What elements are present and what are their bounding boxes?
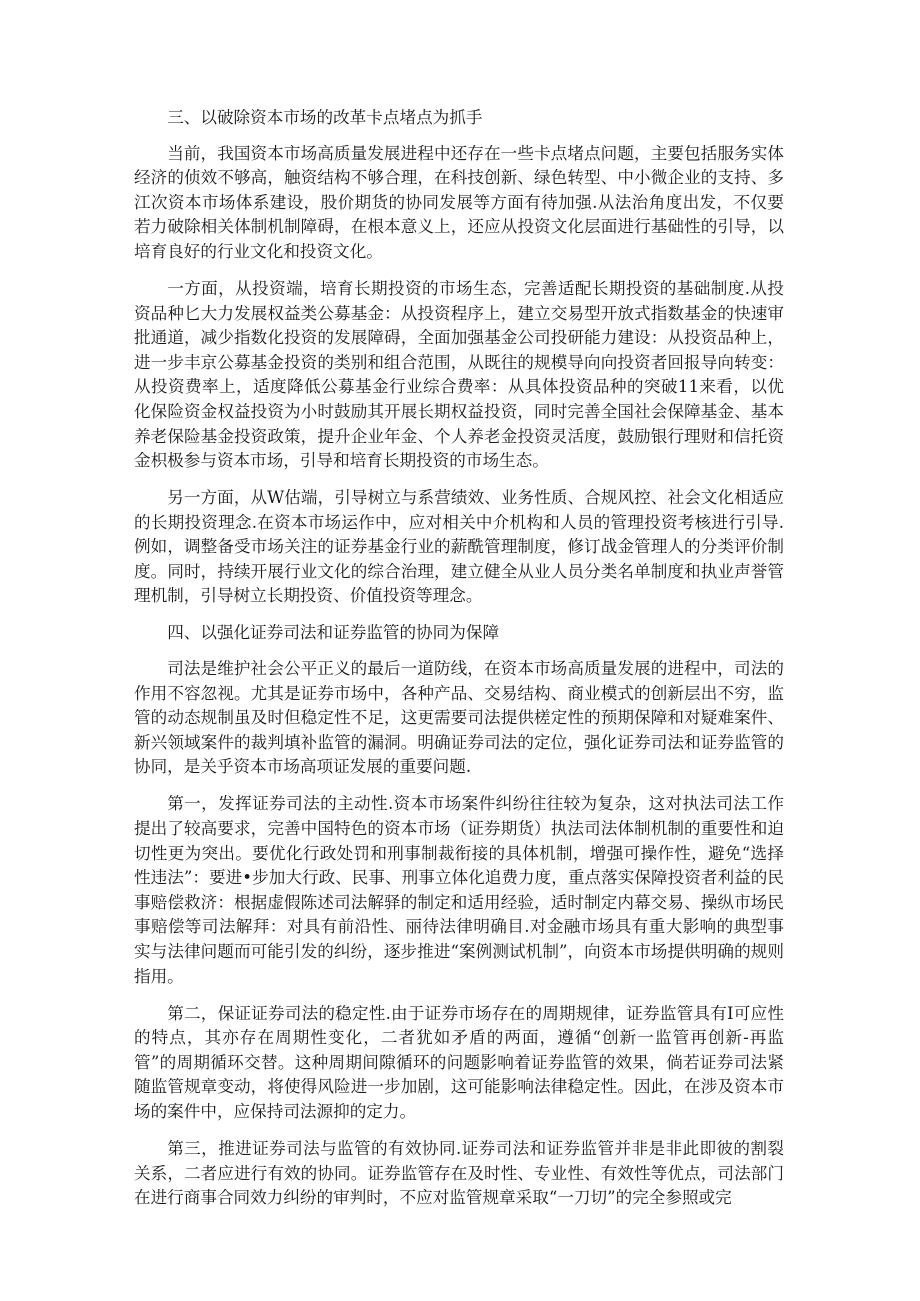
section-heading-3: 三、以破除资本市场的改革卡点堵点为抓手 [167, 108, 483, 127]
paragraph-valuation-side: 另一方面，从W估端，引导树立与系营绩效、业务性质、合规风控、社会文化相适应的长期投资理念.在资本市场运作中，应对相关中介机构和人员的管理投资考核进行引导.例如，调整备受市场关注的证券基金行业的薪酰管理制度，修订战金管理人的分类评价制度。同时，持续开展行业文化的综合治理，建立健全从业人员分类名单制度和执业声誉管理机制，引导树立长期投资、价值投资等理念。 [134, 488, 784, 606]
paragraph-judiciary-role: 司法是维护社会公平正义的最后一道防线，在资本市场高质量发展的进程中，司法的作用不容忽视。尤其是证券市场中，各种产品、交易结构、商业模式的创新层出不穷，监管的动态规制虽及时但稳定性不足，这更需要司法提供槎定性的预期保障和对疑难案件、新兴领域案件的裁判填补监管的漏洞。明确证券司法的定位，强化证券司法和证券监管的协同，是关乎资本市场高项证发展的重要问题. [134, 659, 784, 777]
paragraph-investment-side: 一方面，从投资端，培育长期投资的市场生态，完善适配长期投资的基础制度.从投资品种匕大力发展权益类公募基金：从投资程序上，建立交易型开放式指数基金的快速审批通道，减少指数化投资的发展障碍，全面加强基金公司投研能力建设：从投资品种上，进一步丰京公募基金投资的类别和组合范围，从既往的规模导向向投资者回报导向转变：从投资费率上，适度降低公募基金行业综合费率：从具体投资品种的突破11来看，以优化保险资金权益投资为小时鼓励其开展长期权益投资，同时完善全国社会保障基金、基本养老保险基金投资政策，提升企业年金、个人养老金投资灵活度，鼓励银行理财和信托资金枳极参与资本市场，引导和培育长期投资的市场生态。 [134, 278, 784, 471]
document-page [134, 106, 784, 1223]
paragraph-current-issues: 当前，我国资本市场高质量发展进程中还存在一些卡点堵点问题，主要包括服务实体经济的侦效不够高，触资结构不够合理，在科技创新、绿色转型、中小微企业的支持、多江次资本市场体系建设，股价期货的协同发展等方面有待加强.从法治角度出发，不仅要若力破除相关体制机制障碍，在根本意义上，还应从投资文化层面进行基础性的引导，以培育良好的行业文化和投资文化。 [134, 143, 784, 261]
section-heading-4: 四、以强化证券司法和证券监管的协同为保障 [167, 623, 500, 643]
paragraph-first-initiative: 第一，发挥证券司法的主动性.资本市场案件纠纷往往较为复杂，这对执法司法工作提出了较高要求，完善中国特色的资本市场（证券期货）执法司法体制机制的重要性和迫切性更为突出。要优化行政处罚和刑事制裁衔接的具体机制，增强可操作性，避免“选择性违法”：要进•步加大行政、民事、刑事立体化追费力度，重点落实保障投资者利益的民事赔偿救济：根据虚假陈述司法解驿的制定和适用经验，适时制定内幕交易、操纵市场民事赔偿等司法解拜：对具有前沿性、丽待法律明确目.对金融市场具有重大影响的典型事实与法律问题而可能引发的纠纷，逐步推进“案例测试机制”，向资本市场提供明确的规则指用。 [134, 794, 784, 986]
paragraph-third-coordination: 第三，推进证券司法与监管的有效协同.证券司法和证券监管并非是非此即彼的割裂关系，二者应进行有效的协同。证券监管存在及时性、专业性、有效性等优点，司法部门在进行商事合同效力纠纷的审判时，不应对监管规章采取“一刀切”的完全参照或完 [134, 1138, 784, 1208]
paragraph-second-stability: 第二，保证证券司法的稳定性.由于证券市场存在的周期规律，证券监管具有I可应性的特点，其亦存在周期性变化，二者犹如矛盾的两面，遵循“创新一监管再创新-再监管”的周期循环交替。这种周期间隙循环的问题影响着证券监管的效果，倘若证券司法紧随监管规章变动，将使得风险进一步加剧，这可能影响法律稳定性。因此，在涉及资本市场的案件中，应保持司法源抑的定力。 [134, 1003, 784, 1121]
